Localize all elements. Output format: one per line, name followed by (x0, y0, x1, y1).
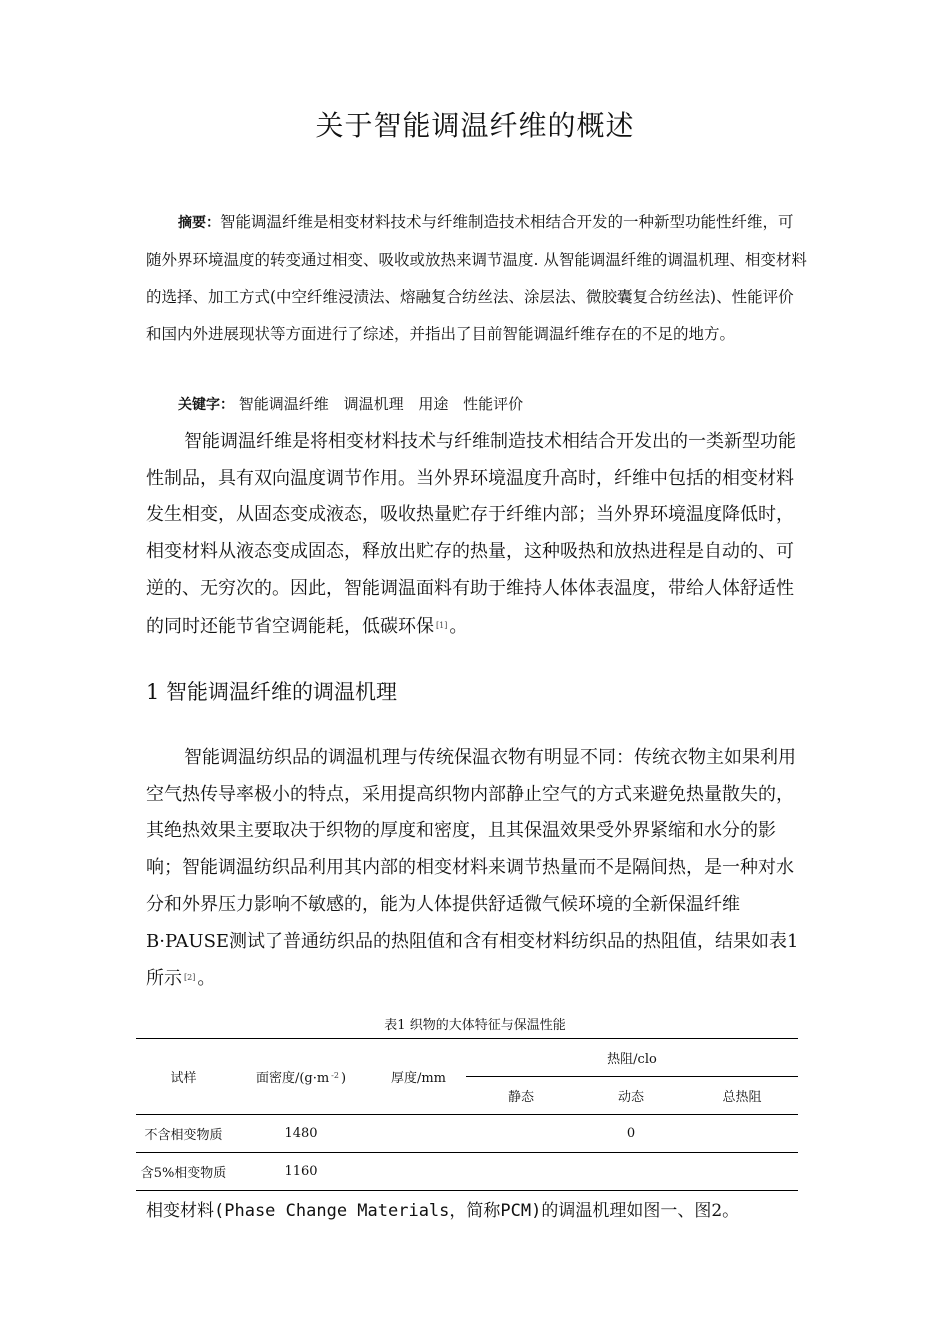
header-static: 静态 (507, 1090, 534, 1105)
citation-ref: [1] (436, 620, 448, 630)
cell-thickness (371, 1115, 466, 1153)
keyword-item: 智能调温纤维 (238, 395, 329, 413)
abstract (146, 204, 808, 353)
keyword-item: 用途 (418, 395, 449, 413)
citation-ref: [2] (184, 973, 196, 983)
section-end: 。 (197, 968, 216, 990)
header-sample: 试样 (136, 1039, 231, 1115)
data-table (136, 1038, 798, 1191)
abstract-label: 摘要： (178, 215, 220, 231)
keyword-item: 性能评价 (463, 395, 524, 413)
header-thermal: 热阻/clo (466, 1039, 798, 1077)
header-total: 总热阻 (722, 1090, 762, 1105)
header-dynamic: 动态 (617, 1090, 644, 1105)
section-paragraph (146, 740, 808, 998)
cell-static (466, 1153, 576, 1191)
cell-dynamic: 0 (626, 1126, 636, 1141)
table-caption: 表1 织物的大体特征与保温性能 (384, 1018, 566, 1033)
section-text: 智能调温纺织品的调温机理与传统保温衣物有明显不同：传统衣物主如果利用空气热传导率极小的特点，采用提高织物内部静止空气的方式来避免热量散失的，其绝热效果主要取决于织物的厚度和密度，且其保温效果受外界紧缩和水分的影响；智能调温纺织品利用其内部的相变材料来调节热量而不是隔间热，是一种对水分和外界压力影响不敏感的，能为人体提供舒适微气候环境的全新保温纤维B·PAUSE测试了普通纺织品的热阻值和含有相变材料纺织品的热阻值，结果如表1所示 (146, 747, 799, 990)
cell-density: 1480 (284, 1126, 318, 1141)
cell-total (686, 1153, 798, 1191)
cell-static (466, 1115, 576, 1153)
cell-thickness (371, 1153, 466, 1191)
header-density: 面密度/(g·m $^{-2}$ ) (231, 1039, 371, 1115)
table-row (136, 1115, 798, 1153)
intro-paragraph (146, 424, 808, 645)
intro-text: 智能调温纤维是将相变材料技术与纤维制造技术相结合开发出的一类新型功能性制品，具有双向温度调节作用。当外界环境温度升高时，纤维中包括的相变材料发生相变，从固态变成液态，吸收热量贮存于纤维内部；当外界环境温度降低时，相变材料从液态变成固态，释放出贮存的热量，这种吸热和放热进程是自动的、可逆的、无穷次的。因此，智能调温面料有助于维持人体体表温度，带给人体舒适性的同时还能节省空调能耗，低碳环保 (146, 431, 796, 637)
cell-sample: 不含相变物质 (144, 1128, 223, 1143)
final-line: 相变材料(Phase Change Materials，简称PCM)的调温机理如图一、图2。 (146, 1201, 740, 1221)
abstract-text: 智能调温纤维是相变材料技术与纤维制造技术相结合开发的一种新型功能性纤维，可随外界环境温度的转变通过相变、吸收或放热来调节温度. 从智能调温纤维的调温机理、相变材料的选择、加工方式(中空纤维浸渍法、熔融复合纺丝法、涂层法、微胶囊复合纺丝法)、性能评价和国内外进展现状等方面进行了综述，并指出了目前智能调温纤维存在的不足的地方。 (146, 213, 807, 343)
table-row (136, 1153, 798, 1191)
cell-sample: 含5%相变物质 (140, 1166, 227, 1181)
keywords-label: 关键字： (178, 397, 234, 413)
header-thickness: 厚度/mm (371, 1039, 466, 1115)
keyword-item: 调温机理 (343, 395, 404, 413)
intro-end: 。 (449, 615, 468, 637)
document-title: 关于智能调温纤维的概述 (315, 109, 635, 142)
cell-total (686, 1115, 798, 1153)
keywords (178, 393, 533, 414)
cell-dynamic (576, 1153, 686, 1191)
section-heading: 1 智能调温纤维的调温机理 (146, 680, 398, 704)
cell-density: 1160 (284, 1164, 318, 1179)
